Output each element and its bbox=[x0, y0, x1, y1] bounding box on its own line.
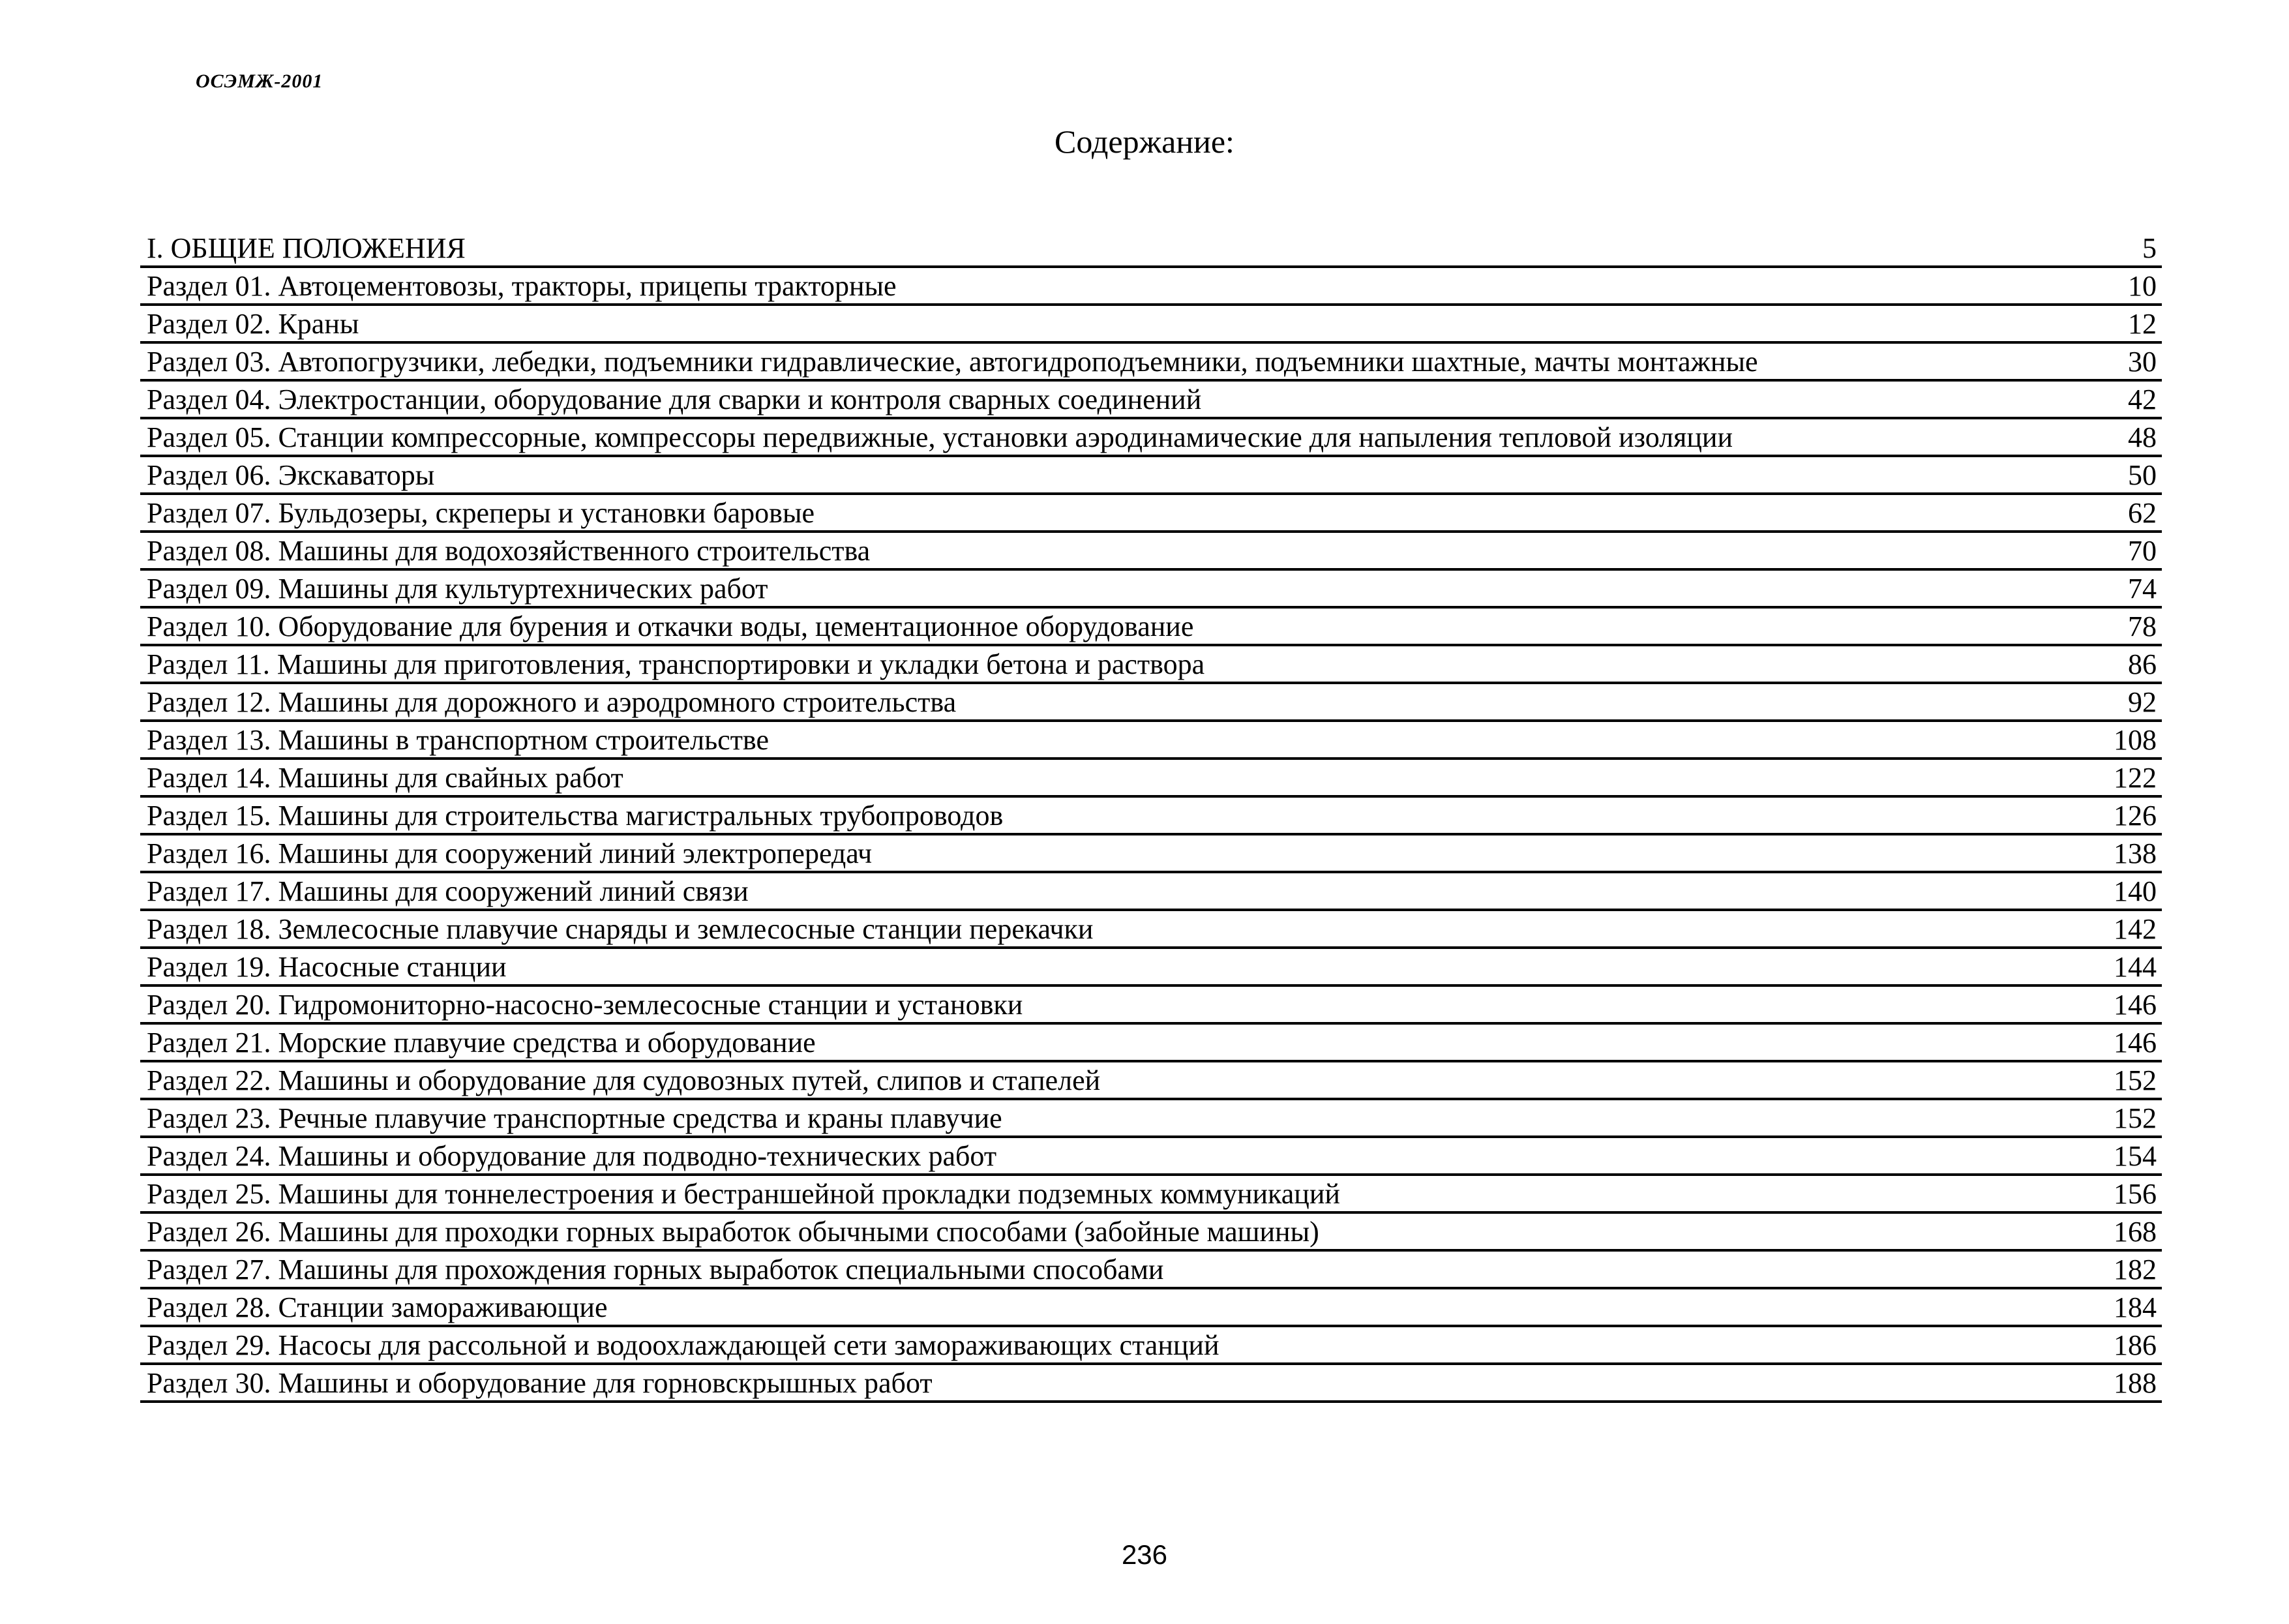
toc-entry-title: Раздел 21. Морские плавучие средства и оборудование bbox=[147, 1027, 816, 1059]
toc-row bbox=[140, 495, 2162, 533]
toc-entry-page: 152 bbox=[2114, 1064, 2157, 1096]
toc-entry-title: Раздел 17. Машины для сооружений линий связи bbox=[147, 876, 749, 907]
toc-entry-page: 86 bbox=[2128, 648, 2157, 680]
toc-entry-title: Раздел 01. Автоцементовозы, тракторы, прицепы тракторные bbox=[147, 271, 897, 302]
toc-entry-page: 154 bbox=[2114, 1140, 2157, 1172]
toc-row bbox=[140, 344, 2162, 382]
toc-row bbox=[140, 911, 2162, 949]
toc-row bbox=[140, 457, 2162, 495]
toc-entry-page: 78 bbox=[2128, 610, 2157, 642]
toc-row bbox=[140, 1062, 2162, 1100]
toc-entry-title: I. ОБЩИЕ ПОЛОЖЕНИЯ bbox=[147, 233, 466, 264]
toc-entry-page: 5 bbox=[2142, 232, 2157, 264]
toc-entry-page: 188 bbox=[2114, 1367, 2157, 1399]
toc-entry-title: Раздел 02. Краны bbox=[147, 308, 359, 340]
toc-entry-title: Раздел 05. Станции компрессорные, компрессоры передвижные, установки аэродинамические для напыления тепловой изоляции bbox=[147, 422, 1733, 453]
toc-row bbox=[140, 722, 2162, 760]
toc-row bbox=[140, 1252, 2162, 1289]
toc-entry-page: 146 bbox=[2114, 989, 2157, 1021]
toc-entry-page: 70 bbox=[2128, 535, 2157, 567]
toc-entry-page: 122 bbox=[2114, 762, 2157, 794]
toc-entry-page: 152 bbox=[2114, 1102, 2157, 1134]
toc-row bbox=[140, 1138, 2162, 1176]
toc-entry-title: Раздел 20. Гидромониторно-насосно-землесосные станции и установки bbox=[147, 989, 1023, 1021]
toc-row bbox=[140, 1327, 2162, 1365]
toc-entry-page: 62 bbox=[2128, 497, 2157, 529]
toc-entry-page: 10 bbox=[2128, 270, 2157, 302]
toc-entry-title: Раздел 12. Машины для дорожного и аэродромного строительства bbox=[147, 687, 957, 718]
toc-row bbox=[140, 987, 2162, 1025]
toc-entry-title: Раздел 16. Машины для сооружений линий электропередач bbox=[147, 838, 873, 869]
toc-entry-title: Раздел 23. Речные плавучие транспортные средства и краны плавучие bbox=[147, 1103, 1002, 1134]
toc-entry-page: 142 bbox=[2114, 913, 2157, 945]
toc-entry-title: Раздел 19. Насосные станции bbox=[147, 952, 507, 983]
toc-entry-title: Раздел 09. Машины для культуртехнических работ bbox=[147, 573, 768, 605]
toc-entry-page: 140 bbox=[2114, 875, 2157, 907]
toc-row bbox=[140, 419, 2162, 457]
table-of-contents bbox=[140, 230, 2162, 1403]
toc-entry-page: 126 bbox=[2114, 800, 2157, 832]
toc-entry-page: 92 bbox=[2128, 686, 2157, 718]
toc-entry-page: 30 bbox=[2128, 346, 2157, 378]
toc-entry-page: 48 bbox=[2128, 421, 2157, 453]
toc-entry-page: 50 bbox=[2128, 459, 2157, 491]
toc-row bbox=[140, 1100, 2162, 1138]
toc-entry-title: Раздел 25. Машины для тоннелестроения и бестраншейной прокладки подземных коммуникаций bbox=[147, 1179, 1340, 1210]
toc-row bbox=[140, 382, 2162, 419]
toc-entry-title: Раздел 15. Машины для строительства магистральных трубопроводов bbox=[147, 800, 1004, 832]
toc-entry-title: Раздел 29. Насосы для рассольной и водоохлаждающей сети замораживающих станций bbox=[147, 1330, 1219, 1361]
toc-entry-page: 146 bbox=[2114, 1027, 2157, 1059]
toc-row bbox=[140, 571, 2162, 609]
toc-row bbox=[140, 760, 2162, 798]
toc-entry-title: Раздел 10. Оборудование для бурения и откачки воды, цементационное оборудование bbox=[147, 611, 1194, 642]
toc-entry-title: Раздел 28. Станции замораживающие bbox=[147, 1292, 608, 1323]
toc-entry-title: Раздел 26. Машины для проходки горных выработок обычными способами (забойные машины) bbox=[147, 1216, 1319, 1248]
toc-row bbox=[140, 533, 2162, 571]
toc-row bbox=[140, 873, 2162, 911]
toc-entry-page: 42 bbox=[2128, 383, 2157, 415]
page-number: 236 bbox=[1121, 1539, 1168, 1570]
toc-row bbox=[140, 1289, 2162, 1327]
document-code: ОСЭМЖ-2001 bbox=[196, 70, 323, 92]
toc-entry-title: Раздел 24. Машины и оборудование для подводно-технических работ bbox=[147, 1141, 997, 1172]
toc-entry-page: 156 bbox=[2114, 1178, 2157, 1210]
toc-row bbox=[140, 1365, 2162, 1403]
toc-entry-title: Раздел 06. Экскаваторы bbox=[147, 460, 435, 491]
toc-entry-page: 12 bbox=[2128, 308, 2157, 340]
toc-row bbox=[140, 230, 2162, 268]
page-title: Содержание: bbox=[1055, 123, 1234, 160]
toc-entry-page: 186 bbox=[2114, 1329, 2157, 1361]
toc-entry-page: 74 bbox=[2128, 573, 2157, 605]
toc-row bbox=[140, 949, 2162, 987]
toc-row bbox=[140, 1025, 2162, 1062]
toc-entry-title: Раздел 07. Бульдозеры, скреперы и установки баровые bbox=[147, 498, 815, 529]
toc-row bbox=[140, 835, 2162, 873]
toc-entry-title: Раздел 22. Машины и оборудование для судовозных путей, слипов и стапелей bbox=[147, 1065, 1101, 1096]
toc-entry-title: Раздел 08. Машины для водохозяйственного строительства bbox=[147, 535, 871, 567]
toc-entry-title: Раздел 14. Машины для свайных работ bbox=[147, 762, 623, 794]
toc-row bbox=[140, 1214, 2162, 1252]
toc-row bbox=[140, 306, 2162, 344]
toc-row bbox=[140, 646, 2162, 684]
toc-entry-title: Раздел 13. Машины в транспортном строительстве bbox=[147, 725, 769, 756]
toc-entry-page: 108 bbox=[2114, 724, 2157, 756]
toc-row bbox=[140, 609, 2162, 646]
toc-entry-title: Раздел 03. Автопогрузчики, лебедки, подъемники гидравлические, автогидроподъемники, подъемники шахтные, мачты монтажные bbox=[147, 346, 1758, 378]
toc-entry-title: Раздел 27. Машины для прохождения горных выработок специальными способами bbox=[147, 1254, 1164, 1286]
toc-entry-page: 144 bbox=[2114, 951, 2157, 983]
toc-entry-page: 184 bbox=[2114, 1291, 2157, 1323]
toc-entry-title: Раздел 04. Электростанции, оборудование для сварки и контроля сварных соединений bbox=[147, 384, 1202, 415]
toc-entry-page: 182 bbox=[2114, 1254, 2157, 1286]
toc-entry-page: 138 bbox=[2114, 837, 2157, 869]
toc-entry-title: Раздел 18. Землесосные плавучие снаряды и землесосные станции перекачки bbox=[147, 914, 1094, 945]
toc-row bbox=[140, 268, 2162, 306]
toc-entry-page: 168 bbox=[2114, 1216, 2157, 1248]
toc-row bbox=[140, 798, 2162, 835]
toc-row bbox=[140, 684, 2162, 722]
toc-entry-title: Раздел 30. Машины и оборудование для горновскрышных работ bbox=[147, 1368, 933, 1399]
toc-entry-title: Раздел 11. Машины для приготовления, транспортировки и укладки бетона и раствора bbox=[147, 649, 1205, 680]
toc-row bbox=[140, 1176, 2162, 1214]
